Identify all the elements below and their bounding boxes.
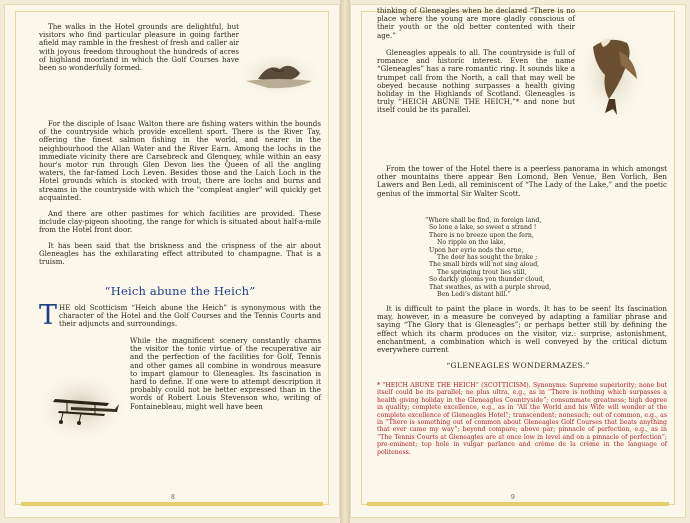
page-number: 8 [171, 494, 175, 501]
poem-line: No ripple on the lake, [437, 239, 506, 247]
footnote [377, 382, 667, 456]
loch-landscape-illustration [238, 51, 320, 97]
section-heading: “Heich abune the Heich” [104, 284, 256, 298]
poem-line: The small birds will not sing aloud, [429, 261, 540, 269]
eagle-illustration [579, 29, 645, 119]
paragraph-difficult: It is difficult to paint the place in words. It has to be seen! Its fascination may, however, in a measure be conveyed by adapting a familiar phrase and saying “The Glory that is Gleneagles”; or perhaps better still by defining the effect which its charm produces on the visitor, viz.: surprise, astonishment, enchantment, a combination which is well conveyed by the critical dictum everywhere current [377, 304, 667, 355]
footnote-asterisk: * [377, 382, 381, 389]
paragraph-scotticism-lead [39, 300, 321, 331]
poem-line: Upon her eyrie nods the erne, [429, 246, 524, 254]
poem-line: The deer has sought the brake ; [437, 254, 538, 262]
biplane-illustration [37, 369, 125, 443]
page-footer-bar [21, 502, 323, 506]
poem-line: That swathes, as with a purple shroud, [429, 283, 552, 291]
paragraph-panorama: From the tower of the Hotel there is a peerless panorama in which amongst other mountains there appear Ben Lomond, Ben Venue, Ben Vorlich, Ben Lawers and Ben Ledi, all reminiscent of “The Lady of the Lake,” and the poetic genius of the immortal Sir Walter Scott. [377, 164, 667, 198]
poem-line: There is no breeze upon the fern, [429, 231, 534, 239]
scotticism-lead-text: HE old Scotticism “Heich abune the Heich” is synonymous with the character of the Hotel and the Golf Courses and the Tennis Courts and their adjuncts and surroundings. [59, 303, 321, 329]
paragraph-walks: The walks in the Hotel grounds are delightful, but visitors who find particular pleasure in going farther afield may ramble in the freshest of fresh and caller air with joyous freedom throughout the hundreds of acres of highland moorland in which the Golf Courses have been so wonderfully formed. [39, 22, 239, 73]
poem-line: “Where shall be find, in foreign land, [425, 217, 542, 224]
poem-line: So lone a lake, so sweet a strand ! [429, 224, 537, 232]
page-number: 9 [511, 494, 515, 501]
paragraph-champagne: It has been said that the briskness and the crispness of the air about Gleneagles has the exhilarating effect attributed to champagne. That is a truism. [39, 241, 321, 267]
left-page [4, 4, 340, 518]
poem-line: The springing trout lies still, [437, 268, 527, 276]
paragraph-scotticism-rest: While the magnificent scenery constantly charms the visitor the tonic virtue of the recuperative air and the perfection of the facilities for Golf, Tennis and other games all combine in wondrous measure to impart glamour to Gleneagles. Its fascination is hard to define. If one were to attempt description it probably could not be better expressed than in the words of Robert Louis Stevenson who, writing of Fontainebleau, might well have been [130, 336, 321, 411]
page-footer-bar [367, 502, 669, 506]
drop-cap: T [39, 300, 58, 331]
scott-poem [425, 217, 551, 298]
wondermazes-phrase: “GLENEAGLES WONDERMAZES.” [446, 361, 590, 370]
book-gutter [340, 0, 350, 523]
footnote-text: “HEICH ABUNE THE HEICH” (SCOTTICISM). Synonyms: Supreme superiority; none but itself could be its parallel; ne plus ultra, e.g., as in “There is nothing which surpasses a health giving holiday in the Gleneagles Countryside”; consummate greatness; high degree in quality; complete excellence, e.g., as in “All the World and his Wife will wonder at the complete excellence of Gleneagles Hotel”; transcendent; nonesuch; out of common, e.g., as in “There is something out of common about Gleneagles Golf Courses that beats anything that ever came my way”; beyond compare; above par; pinnacle of perfection, e.g., as in “The Tennis Courts at Gleneagles are at once low in level and on a pinnacle of perfection”; pre-eminent; top hole in vulgar parlance and crème de la crème in the language of politeness. [377, 382, 667, 456]
paragraph-fishing: For the disciple of Isaac Walton there are fishing waters within the bounds of the countryside which provide excellent sport. There is the River Tay, offering the finest salmon fishing in the world, and nearer in the neighbourhood the Allan Water and the River Earn. Among the lochs in the immediate vicinity there are Carsebreck and Glenquey, while within an easy hour's motor run through Glen Devon lies the Queen of all the angling waters, the far-famed Loch Leven. Besides those and the Laich Loch in the Hotel grounds which is stocked with trout, there are lochs and burns and streams in the countryside with which the "compleat angler" will quickly get acquainted. [39, 119, 321, 202]
paragraph-appeals: Gleneagles appeals to all. The countryside is full of romance and historic interest. Even the name “Gleneagles” has a rare romantic ring. It sounds like a trumpet call from the North, a call that may well be obeyed because nothing surpasses a health giving holiday in the Highlands of Scotland. Gleneagles is truly “HEICH ABUNE THE HEICH,”* and none but itself could be its parallel. [377, 48, 575, 115]
right-page [350, 4, 686, 518]
paragraph-pastimes: And there are other pastimes for which facilities are provided. These include clay-pigeon shooting, the range for which is situated about half-a-mile from the Hotel front door. [39, 209, 321, 235]
paragraph-stevenson-quote: thinking of Gleneagles when he declared “There is no place where the young are more gladly conscious of their youth or the old better contented with their age.” [377, 6, 575, 40]
poem-line: So darkly glooms yon thunder cloud, [429, 276, 545, 284]
poem-line: Ben Ledi’s distant hill.” [437, 291, 511, 299]
